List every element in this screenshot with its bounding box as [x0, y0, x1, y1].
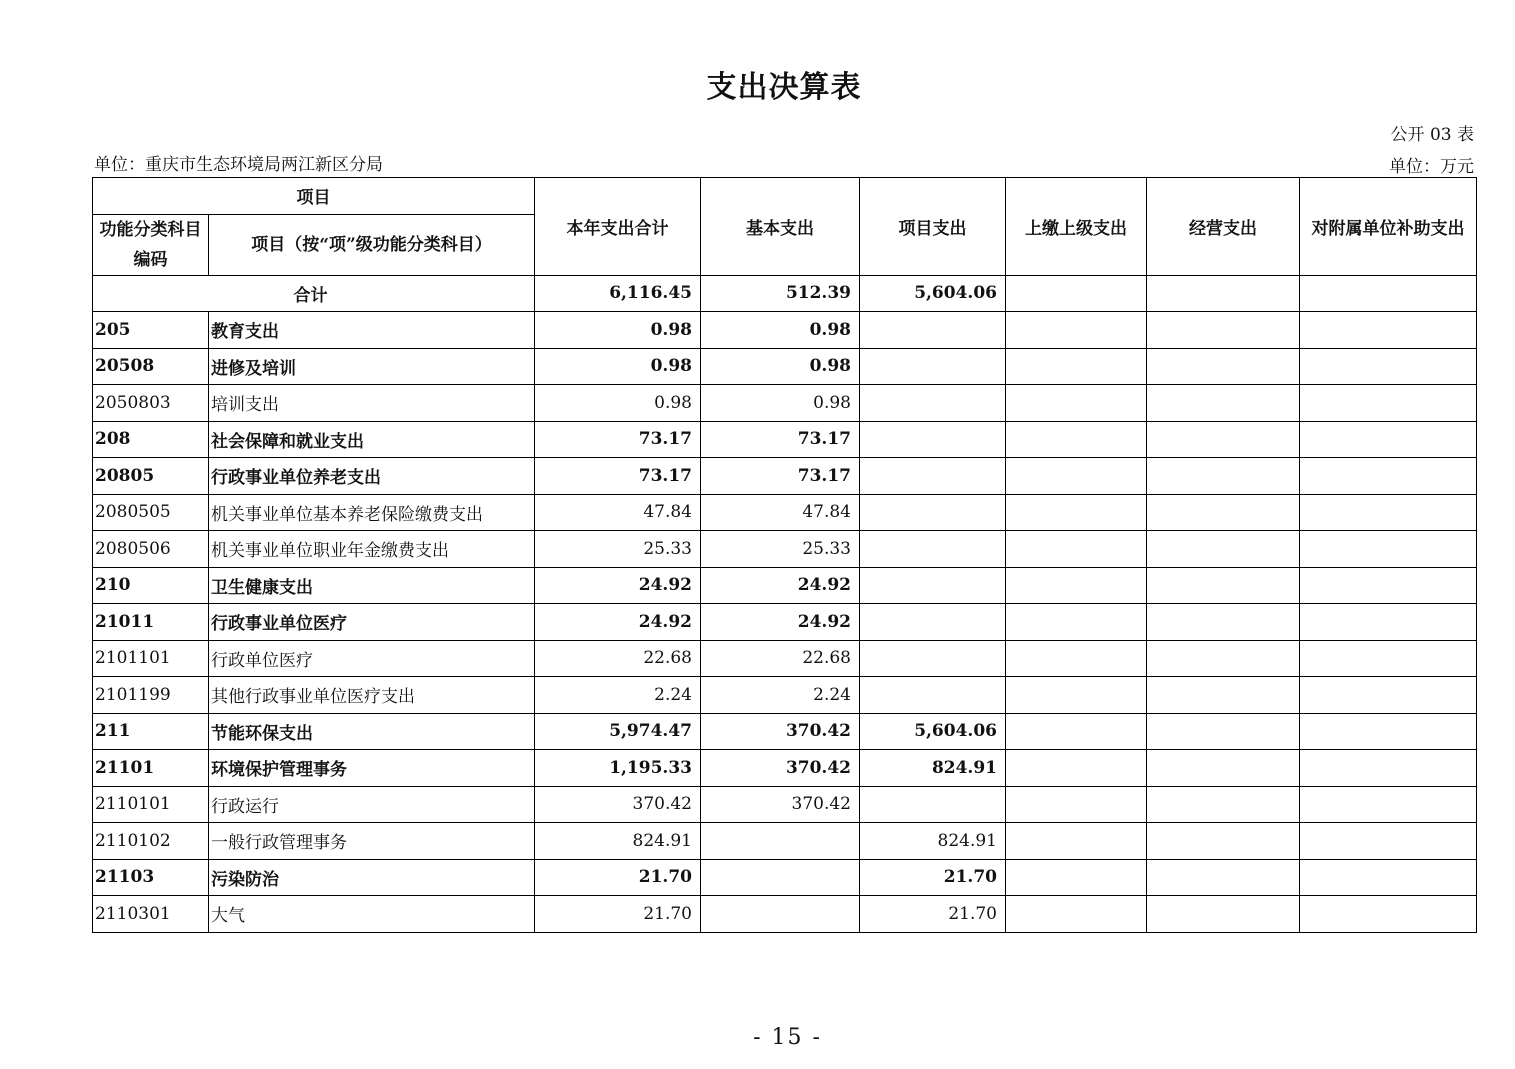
header-total: 本年支出合计 [535, 178, 701, 276]
table-row [93, 385, 1477, 422]
table-row [93, 494, 1477, 531]
subsidy-cell [1300, 896, 1477, 933]
item-name-cell: 其他行政事业单位医疗支出 [209, 677, 535, 714]
subsidy-cell [1300, 421, 1477, 458]
business-cell [1147, 713, 1300, 750]
total-cell: 0.98 [535, 312, 701, 349]
code-cell: 21011 [93, 604, 209, 641]
table-row [93, 750, 1477, 787]
business-cell [1147, 859, 1300, 896]
header-subsidy: 对附属单位补助支出 [1300, 178, 1477, 276]
upper-cell [1006, 604, 1147, 641]
subsidy-cell [1300, 458, 1477, 495]
code-cell: 205 [93, 312, 209, 349]
basic-cell: 0.98 [701, 348, 860, 385]
total-cell: 47.84 [535, 494, 701, 531]
code-cell: 2110101 [93, 786, 209, 823]
basic-cell: 0.98 [701, 312, 860, 349]
total-cell: 824.91 [535, 823, 701, 860]
subsidy-cell [1300, 567, 1477, 604]
business-cell [1147, 312, 1300, 349]
business-cell [1147, 677, 1300, 714]
proj-cell [860, 385, 1006, 422]
business-cell [1147, 640, 1300, 677]
summary-subsidy [1300, 275, 1477, 312]
table-row [93, 567, 1477, 604]
total-cell: 0.98 [535, 348, 701, 385]
code-cell: 2080505 [93, 494, 209, 531]
total-cell: 73.17 [535, 421, 701, 458]
proj-cell [860, 531, 1006, 568]
upper-cell [1006, 713, 1147, 750]
table-row [93, 859, 1477, 896]
currency-unit-label: 单位：万元 [1389, 157, 1474, 177]
total-cell: 25.33 [535, 531, 701, 568]
upper-cell [1006, 823, 1147, 860]
business-cell [1147, 385, 1300, 422]
basic-cell: 47.84 [701, 494, 860, 531]
code-cell: 2080506 [93, 531, 209, 568]
table-row [93, 640, 1477, 677]
proj-cell: 21.70 [860, 896, 1006, 933]
total-cell: 22.68 [535, 640, 701, 677]
item-name-cell: 机关事业单位基本养老保险缴费支出 [209, 494, 535, 531]
proj-cell [860, 786, 1006, 823]
business-cell [1147, 458, 1300, 495]
upper-cell [1006, 494, 1147, 531]
basic-cell: 370.42 [701, 786, 860, 823]
upper-cell [1006, 677, 1147, 714]
upper-cell [1006, 786, 1147, 823]
page-number: - 15 - [753, 1025, 822, 1050]
code-cell: 20508 [93, 348, 209, 385]
item-name-cell: 行政单位医疗 [209, 640, 535, 677]
basic-cell: 0.98 [701, 385, 860, 422]
upper-cell [1006, 567, 1147, 604]
page-title: 支出决算表 [706, 70, 862, 105]
header-item: 项目（按“项”级功能分类科目） [209, 214, 535, 275]
proj-cell [860, 567, 1006, 604]
expenditure-table [92, 177, 1477, 933]
subsidy-cell [1300, 640, 1477, 677]
code-cell: 211 [93, 713, 209, 750]
header-project: 项目 [93, 178, 535, 215]
basic-cell: 2.24 [701, 677, 860, 714]
upper-cell [1006, 531, 1147, 568]
item-name-cell: 卫生健康支出 [209, 567, 535, 604]
proj-cell [860, 640, 1006, 677]
subsidy-cell [1300, 859, 1477, 896]
table-row [93, 421, 1477, 458]
item-name-cell: 机关事业单位职业年金缴费支出 [209, 531, 535, 568]
business-cell [1147, 823, 1300, 860]
code-cell: 2110102 [93, 823, 209, 860]
proj-cell [860, 604, 1006, 641]
item-name-cell: 行政事业单位养老支出 [209, 458, 535, 495]
proj-cell: 824.91 [860, 823, 1006, 860]
proj-cell: 21.70 [860, 859, 1006, 896]
header-business: 经营支出 [1147, 178, 1300, 276]
upper-cell [1006, 458, 1147, 495]
organization-label: 单位：重庆市生态环境局两江新区分局 [94, 155, 383, 175]
header-basic: 基本支出 [701, 178, 860, 276]
item-name-cell: 行政事业单位医疗 [209, 604, 535, 641]
upper-cell [1006, 896, 1147, 933]
proj-cell [860, 348, 1006, 385]
summary-basic: 512.39 [701, 275, 860, 312]
item-name-cell: 节能环保支出 [209, 713, 535, 750]
total-cell: 2.24 [535, 677, 701, 714]
upper-cell [1006, 750, 1147, 787]
item-name-cell: 行政运行 [209, 786, 535, 823]
total-cell: 0.98 [535, 385, 701, 422]
total-cell: 24.92 [535, 567, 701, 604]
table-row [93, 677, 1477, 714]
basic-cell [701, 859, 860, 896]
business-cell [1147, 896, 1300, 933]
summary-business [1147, 275, 1300, 312]
summary-proj: 5,604.06 [860, 275, 1006, 312]
code-cell: 21101 [93, 750, 209, 787]
business-cell [1147, 604, 1300, 641]
basic-cell: 24.92 [701, 567, 860, 604]
proj-cell [860, 458, 1006, 495]
basic-cell: 73.17 [701, 421, 860, 458]
code-cell: 210 [93, 567, 209, 604]
table-row [93, 531, 1477, 568]
summary-row [93, 275, 1477, 312]
total-cell: 21.70 [535, 896, 701, 933]
upper-cell [1006, 859, 1147, 896]
form-number: 公开 03 表 [1390, 125, 1474, 145]
code-cell: 20805 [93, 458, 209, 495]
table-row [93, 312, 1477, 349]
item-name-cell: 培训支出 [209, 385, 535, 422]
code-cell: 2050803 [93, 385, 209, 422]
basic-cell: 22.68 [701, 640, 860, 677]
business-cell [1147, 750, 1300, 787]
business-cell [1147, 421, 1300, 458]
item-name-cell: 社会保障和就业支出 [209, 421, 535, 458]
code-cell: 2110301 [93, 896, 209, 933]
upper-cell [1006, 640, 1147, 677]
item-name-cell: 进修及培训 [209, 348, 535, 385]
code-cell: 21103 [93, 859, 209, 896]
business-cell [1147, 348, 1300, 385]
business-cell [1147, 531, 1300, 568]
table-row [93, 823, 1477, 860]
upper-cell [1006, 421, 1147, 458]
total-cell: 370.42 [535, 786, 701, 823]
basic-cell: 25.33 [701, 531, 860, 568]
proj-cell: 824.91 [860, 750, 1006, 787]
basic-cell: 73.17 [701, 458, 860, 495]
table-row [93, 458, 1477, 495]
business-cell [1147, 494, 1300, 531]
proj-cell [860, 312, 1006, 349]
subsidy-cell [1300, 677, 1477, 714]
summary-total: 6,116.45 [535, 275, 701, 312]
total-cell: 21.70 [535, 859, 701, 896]
summary-label: 合计 [93, 275, 535, 312]
item-name-cell: 大气 [209, 896, 535, 933]
item-name-cell: 污染防治 [209, 859, 535, 896]
header-upper: 上缴上级支出 [1006, 178, 1147, 276]
basic-cell [701, 823, 860, 860]
item-name-cell: 教育支出 [209, 312, 535, 349]
total-cell: 5,974.47 [535, 713, 701, 750]
table-row [93, 713, 1477, 750]
upper-cell [1006, 385, 1147, 422]
total-cell: 73.17 [535, 458, 701, 495]
code-cell: 2101199 [93, 677, 209, 714]
basic-cell: 370.42 [701, 713, 860, 750]
basic-cell: 24.92 [701, 604, 860, 641]
subsidy-cell [1300, 713, 1477, 750]
subsidy-cell [1300, 385, 1477, 422]
subsidy-cell [1300, 786, 1477, 823]
item-name-cell: 一般行政管理事务 [209, 823, 535, 860]
table-row [93, 604, 1477, 641]
code-cell: 208 [93, 421, 209, 458]
table-row [93, 348, 1477, 385]
subsidy-cell [1300, 312, 1477, 349]
proj-cell [860, 494, 1006, 531]
subsidy-cell [1300, 531, 1477, 568]
upper-cell [1006, 348, 1147, 385]
table-row [93, 786, 1477, 823]
header-code: 功能分类科目编码 [93, 214, 209, 275]
subsidy-cell [1300, 823, 1477, 860]
proj-cell [860, 421, 1006, 458]
summary-upper [1006, 275, 1147, 312]
subsidy-cell [1300, 750, 1477, 787]
code-cell: 2101101 [93, 640, 209, 677]
subsidy-cell [1300, 348, 1477, 385]
header-project-expense: 项目支出 [860, 178, 1006, 276]
business-cell [1147, 786, 1300, 823]
item-name-cell: 环境保护管理事务 [209, 750, 535, 787]
total-cell: 24.92 [535, 604, 701, 641]
table-row [93, 896, 1477, 933]
basic-cell: 370.42 [701, 750, 860, 787]
proj-cell: 5,604.06 [860, 713, 1006, 750]
total-cell: 1,195.33 [535, 750, 701, 787]
subsidy-cell [1300, 604, 1477, 641]
subsidy-cell [1300, 494, 1477, 531]
basic-cell [701, 896, 860, 933]
upper-cell [1006, 312, 1147, 349]
proj-cell [860, 677, 1006, 714]
business-cell [1147, 567, 1300, 604]
